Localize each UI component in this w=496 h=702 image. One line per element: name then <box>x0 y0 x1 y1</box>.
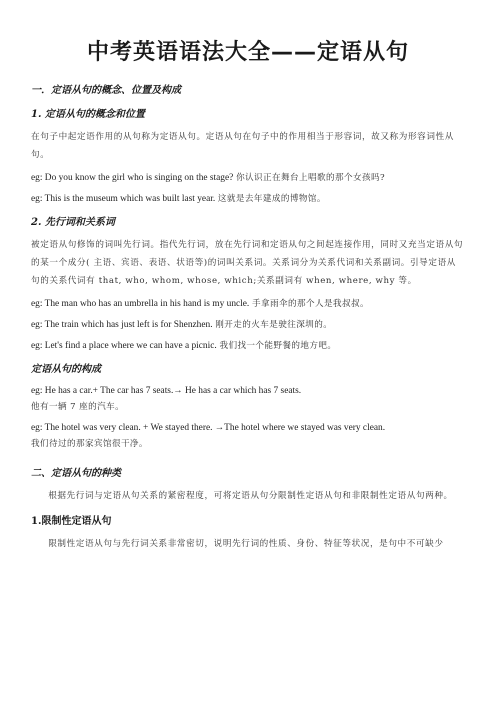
types-paragraph: 根据先行词与定语从句关系的紧密程度，可将定语从句分限制性定语从句和非限制性定语从句两种。 <box>48 491 453 501</box>
example-sentence <box>31 421 465 435</box>
example-chinese: 你认识正在舞台上唱歌的那个女孩吗? <box>236 173 385 183</box>
example-sentence <box>31 171 465 185</box>
example-english: eg: The hotel was very clean. + We stayed there. →The hotel where we stayed was very clean. <box>31 423 386 433</box>
example-english: eg: He has a car.+ The car has 7 seats.→ He has a car which has 7 seats. <box>31 386 302 396</box>
example-english: eg: The train which has just left is for Shenzhen. <box>31 320 213 330</box>
example-english: eg: The man who has an umbrella in his hand is my uncle. <box>31 299 250 309</box>
example-translation <box>31 400 465 414</box>
concept-paragraph: 在句子中起定语作用的从句称为定语从句。定语从句在句子中的作用相当于形容词，故又称为形容词性从句。 <box>31 132 454 160</box>
section-heading-2: 二、定语从句的种类 <box>31 468 121 479</box>
example-sentence <box>31 339 465 353</box>
example-chinese: 我们待过的那家宾馆很干净。 <box>31 439 148 449</box>
subsection-heading-antecedent: 2. 先行词和关系词 <box>31 217 115 228</box>
example-chinese: 我们找一个能野餐的地方吧。 <box>219 341 337 351</box>
example-translation <box>31 437 465 451</box>
example-english: eg: Let's find a place where we can have a picnic. <box>31 341 217 351</box>
restrictive-paragraph: 限制性定语从句与先行词关系非常密切，说明先行词的性质、身份、特征等状况，是句中不可缺少 <box>48 539 444 549</box>
antecedent-paragraph: 被定语从句修饰的词叫先行词。指代先行词，放在先行词和定语从句之间起连接作用，同时又充当定语从句的某一个成分( 主语、宾语、表语、状语等)的词叫关系词。关系词分为关系代词和关系副词。引导定语从句的关系代词有 that, who, whom, whose, which;关系副词有 when, where, why 等。 <box>31 240 464 286</box>
example-chinese: 刚开走的火车是驶往深圳的。 <box>215 320 333 330</box>
example-chinese: 手拿雨伞的那个人是我叔叔。 <box>252 299 369 309</box>
subsection-heading-restrictive: 1.限制性定语从句 <box>31 516 112 527</box>
example-sentence <box>31 192 465 206</box>
example-english: eg: Do you know the girl who is singing on the stage? <box>31 173 234 183</box>
subsection-heading-structure: 定语从句的构成 <box>31 364 101 375</box>
example-chinese: 他有一辆 7 座的汽车。 <box>31 402 125 412</box>
example-chinese: 这就是去年建成的博物馆。 <box>217 194 326 204</box>
example-sentence <box>31 297 465 311</box>
example-sentence <box>31 318 465 332</box>
example-english: eg: This is the museum which was built last year. <box>31 194 216 204</box>
example-sentence <box>31 384 465 398</box>
subsection-heading-concept: 1. 定语从句的概念和位置 <box>31 109 145 120</box>
page-title: 中考英语语法大全——定语从句 <box>86 40 409 65</box>
section-heading-1: 一．定语从句的概念、位置及构成 <box>31 85 181 96</box>
